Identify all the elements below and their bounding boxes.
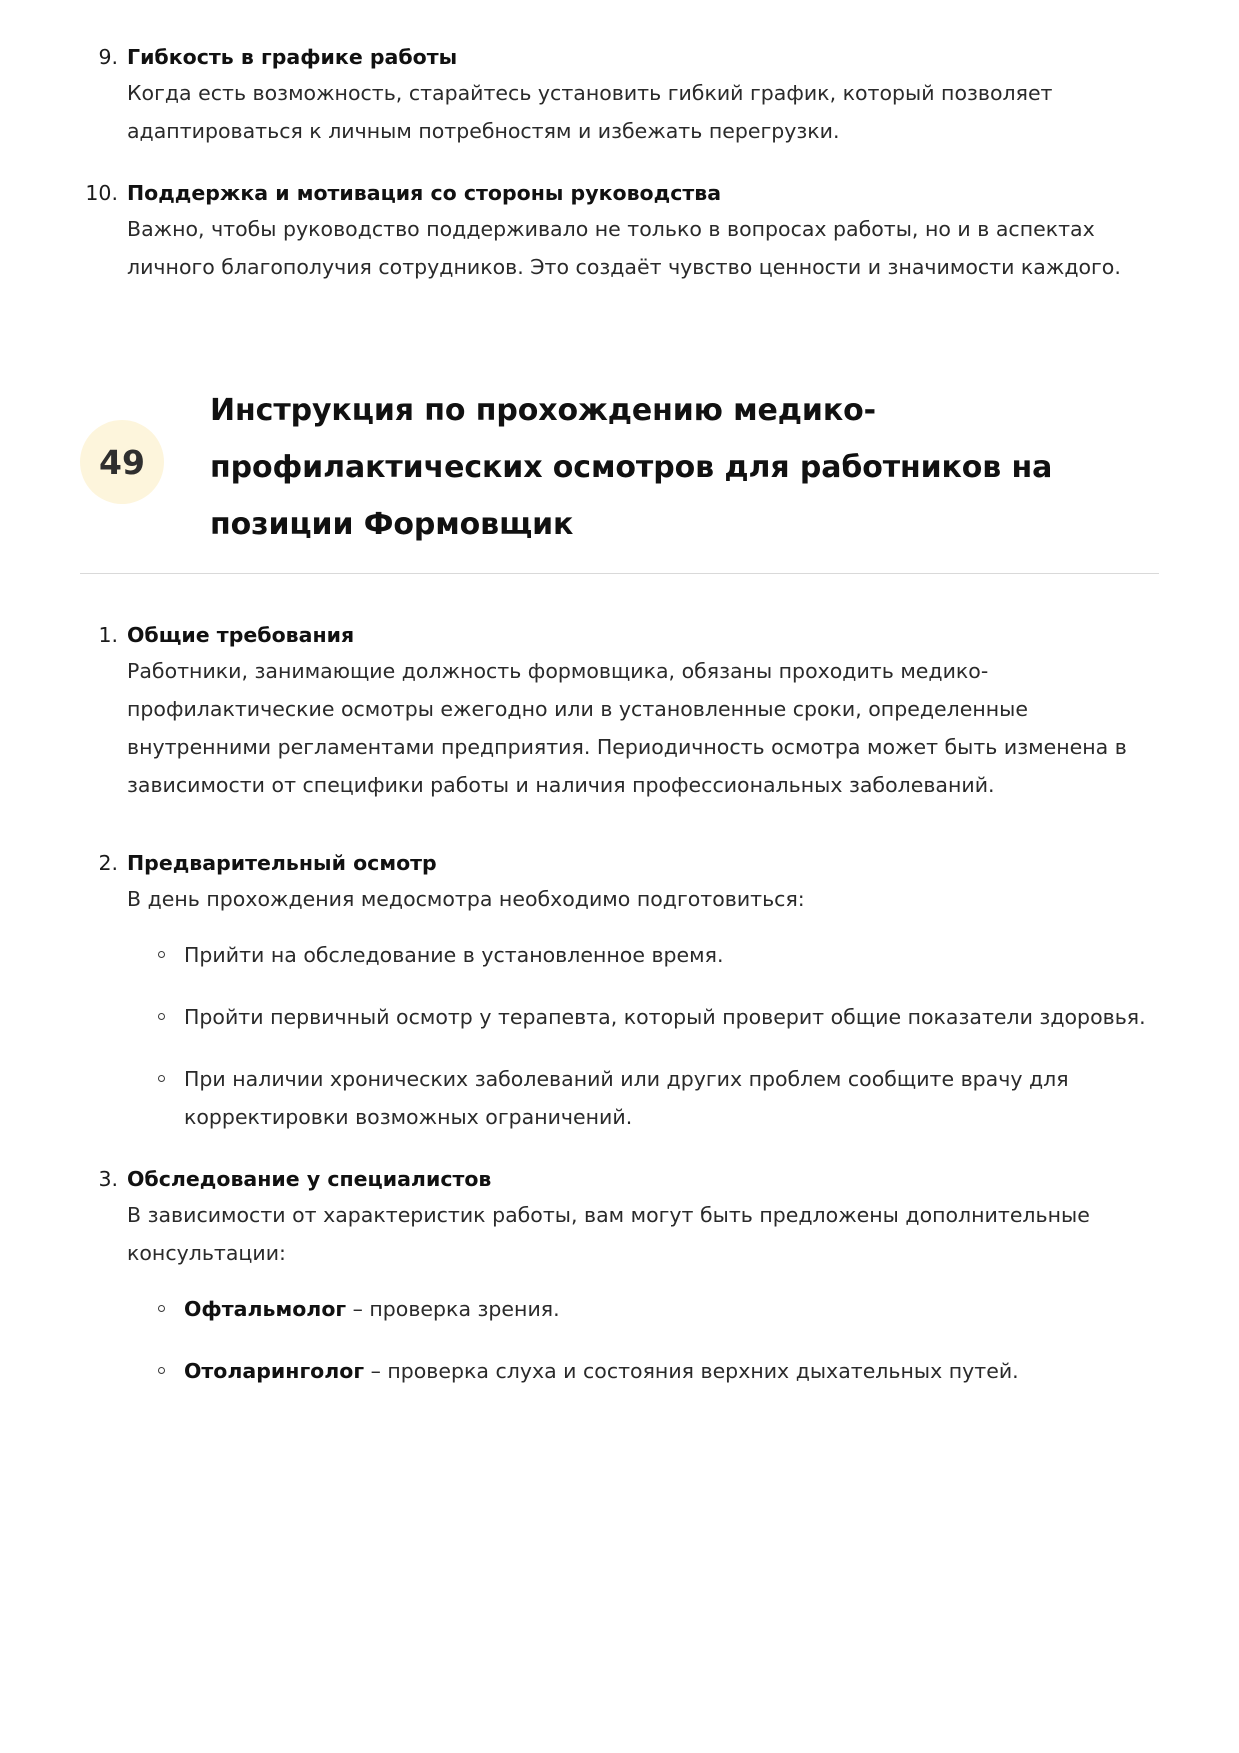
bullet-text: Прийти на обследование в установленное время. — [184, 943, 724, 967]
list-item-title: Общие требования — [127, 623, 355, 647]
bullet-item — [184, 936, 1159, 974]
list-item-text: В зависимости от характеристик работы, вам могут быть предложены дополнительные консультации: — [127, 1203, 1090, 1265]
list-item-number: 3. — [98, 1167, 118, 1191]
list-item — [80, 176, 1159, 286]
numbered-list-top — [80, 40, 1159, 286]
list-item — [80, 618, 1159, 804]
section-divider — [80, 573, 1159, 574]
bullet-list — [127, 936, 1159, 1136]
bullet-item — [184, 1290, 1159, 1328]
bullet-item — [184, 1352, 1159, 1390]
list-item-text: Важно, чтобы руководство поддерживало не только в вопросах работы, но и в аспектах личного благополучия сотрудников. Это создаёт чувство ценности и значимости каждого. — [127, 217, 1121, 279]
list-item — [80, 846, 1159, 1136]
section-number-badge: 49 — [80, 420, 164, 504]
list-item-number: 9. — [98, 45, 118, 69]
bullet-term: Офтальмолог — [184, 1297, 347, 1321]
section-header — [80, 382, 1159, 553]
list-item — [80, 1162, 1159, 1390]
list-item-title: Предварительный осмотр — [127, 851, 437, 875]
list-item-text: Когда есть возможность, старайтесь установить гибкий график, который позволяет адаптироваться к личным потребностям и избежать перегрузки. — [127, 81, 1053, 143]
bullet-text: – проверка зрения. — [346, 1297, 560, 1321]
list-item-text: Работники, занимающие должность формовщика, обязаны проходить медико-профилактические осмотры ежегодно или в установленные сроки, определенные внутренними регламентами предприятия. Периодичность осмотра может быть изменена в зависимости от специфики работы и наличия профессиональных заболеваний. — [127, 659, 1127, 797]
bullet-text: – проверка слуха и состояния верхних дыхательных путей. — [364, 1359, 1019, 1383]
bullet-text: Пройти первичный осмотр у терапевта, который проверит общие показатели здоровья. — [184, 1005, 1146, 1029]
bullet-item — [184, 1060, 1159, 1136]
bullet-item — [184, 998, 1159, 1036]
list-item-title: Обследование у специалистов — [127, 1167, 492, 1191]
list-item-text: В день прохождения медосмотра необходимо подготовиться: — [127, 887, 805, 911]
numbered-list-section — [80, 618, 1159, 1390]
list-item-number: 2. — [98, 851, 118, 875]
list-item-title: Поддержка и мотивация со стороны руководства — [127, 181, 722, 205]
list-item-number: 10. — [85, 181, 118, 205]
page-title: Инструкция по прохождению медико-профилактических осмотров для работников на позиции Формовщик — [210, 393, 1053, 542]
bullet-list — [127, 1290, 1159, 1390]
bullet-text: При наличии хронических заболеваний или других проблем сообщите врачу для корректировки возможных ограничений. — [184, 1067, 1069, 1129]
bullet-term: Отоларинголог — [184, 1359, 365, 1383]
list-item-title: Гибкость в графике работы — [127, 45, 458, 69]
list-item-number: 1. — [98, 623, 118, 647]
list-item — [80, 40, 1159, 150]
